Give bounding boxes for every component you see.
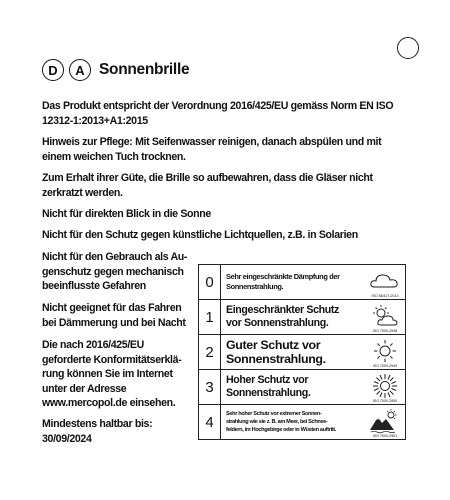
text-line: Hinweis zur Pflege: Mit Seifenwasser reinigen, danach abspülen und mit (42, 136, 382, 148)
category-number: 1 (199, 300, 221, 334)
cloud-icon (367, 268, 403, 296)
text-line: Sonnenstrahlung. (226, 282, 284, 291)
category-number: 3 (199, 370, 221, 404)
text-line: beeinflusste Gefahren (42, 280, 146, 292)
table-row (199, 404, 405, 439)
standard-code: ISO 7000-2948 (372, 329, 398, 333)
text-line: genschutz gegen mechanisch (42, 265, 184, 278)
declaration-paragraph (42, 338, 181, 411)
category-description (226, 370, 310, 404)
badge-a: A (69, 59, 91, 81)
text-line: 12312-1:2013+A1:2015 (42, 114, 148, 127)
strong-sun-icon (367, 373, 403, 401)
category-number: 2 (199, 335, 221, 369)
text-line: Nicht für den Schutz gegen künstliche Lichtquellen, z.B. in Solarien (42, 229, 358, 241)
text-line: vor Sonnenstrahlung. (226, 317, 329, 329)
text-line: unter der Adresse (42, 382, 127, 395)
table-row (199, 334, 405, 369)
category-description (226, 405, 336, 439)
standard-code: ISO 7000-2949 (372, 364, 398, 368)
sun-warning (42, 207, 211, 222)
text-line: Sehr hoher Schutz vor extremer Sonnen- (226, 411, 322, 417)
storage-paragraph (42, 171, 373, 200)
conformity-paragraph (42, 99, 393, 128)
table-row (199, 265, 405, 299)
text-line: einem weichen Tuch trocknen. (42, 150, 186, 163)
text-line: Sonnenstrahlung. (226, 387, 311, 399)
badge-d: D (42, 59, 64, 81)
text-line: Die nach 2016/425/EU (42, 339, 144, 351)
table-row (199, 369, 405, 404)
text-line: zerkratzt werden. (42, 186, 123, 199)
text-line: Zum Erhalt ihrer Güte, die Brille so aufbewahren, dass die Gläser nicht (42, 172, 373, 184)
hang-hole (397, 37, 419, 59)
standard-code: ISO 7000-2950 (372, 399, 398, 403)
care-paragraph (42, 135, 381, 164)
standard-code: ISO 8D417-2013 (371, 294, 399, 298)
text-line: Nicht für direkten Blick in die Sonne (42, 208, 211, 220)
table-row (199, 299, 405, 334)
text-line: Nicht geeignet für das Fahren (42, 302, 182, 314)
text-line: Eingeschränkter Schutz (226, 304, 339, 316)
category-description (226, 300, 339, 334)
mountain-sun-icon (367, 408, 403, 436)
text-line: Mindestens haltbar bis: (42, 418, 153, 430)
expiry-paragraph (42, 417, 152, 446)
product-title: Sonnenbrille (99, 61, 190, 78)
text-line: Guter Schutz vor (226, 337, 321, 352)
driving-warning (42, 301, 186, 330)
mechanical-warning (42, 250, 187, 294)
text-line: www.mercopol.de einsehen. (42, 397, 176, 409)
category-description (226, 265, 340, 299)
header (42, 59, 189, 81)
category-description (226, 335, 326, 369)
text-line: bei Dämmerung und bei Nacht (42, 316, 186, 329)
text-line: rung können Sie im Internet (42, 368, 173, 380)
text-line: Sonnenstrahlung. (226, 352, 326, 366)
text-line: 30/09/2024 (42, 432, 92, 445)
text-line: Das Produkt entspricht der Verordnung 2016/425/EU gemäss Norm EN ISO (42, 100, 394, 112)
text-line: geforderte Konformitätserklä- (42, 353, 182, 366)
text-line: Sehr eingeschränkte Dämpfung der (226, 272, 340, 281)
sun-icon (367, 338, 403, 366)
text-line: strahlung wie sie z. B. am Meer, bei Schnee- (226, 419, 328, 425)
sun-cloud-icon (367, 303, 403, 331)
filter-category-table (198, 264, 406, 440)
standard-code: ISO 7000-2951 (372, 434, 398, 438)
solarium-warning (42, 228, 358, 243)
text-line: feldern, im Hochgebirge oder in Wüsten auftritt. (226, 427, 336, 433)
text-line: Hoher Schutz vor (226, 374, 309, 386)
category-number: 4 (199, 405, 221, 439)
text-line: Nicht für den Gebrauch als Au- (42, 251, 188, 263)
category-number: 0 (199, 265, 221, 299)
